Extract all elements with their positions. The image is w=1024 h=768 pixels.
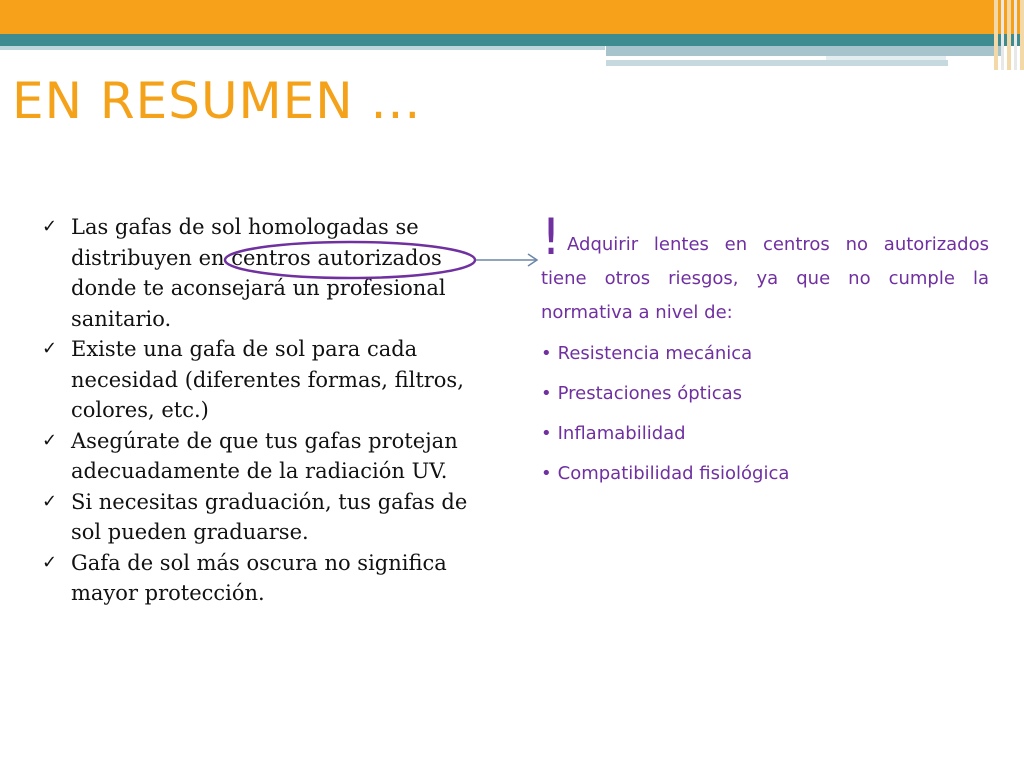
header-bar-light-4 (826, 56, 946, 60)
list-item (42, 548, 482, 609)
list-item-text: Inflamabilidad (557, 423, 686, 444)
header-bar-light-1 (0, 46, 605, 50)
bullet-icon: • (541, 343, 552, 364)
list-item (541, 414, 989, 454)
exclamation-mark: ! (541, 208, 562, 266)
list-item-text: Resistencia mecánica (557, 343, 753, 364)
highlight-oval (222, 240, 478, 280)
check-icon: ✓ (42, 216, 58, 237)
bullet-icon: • (541, 423, 552, 444)
header-bar-orange (0, 0, 1024, 34)
list-item-text: Si necesitas graduación, tus gafas de sol pueden graduarse. (71, 489, 468, 544)
list-item (42, 426, 482, 487)
list-item (42, 487, 482, 548)
check-icon: ✓ (42, 551, 58, 573)
bullet-icon: • (541, 463, 552, 484)
header-bar-light-3 (606, 60, 948, 66)
bullet-icon: • (541, 383, 552, 404)
check-icon: ✓ (42, 338, 58, 359)
edge-stripes (994, 0, 1024, 70)
list-item (541, 334, 989, 374)
list-item-text: Gafa de sol más oscura no significa mayor protección. (71, 550, 447, 605)
list-item (541, 454, 989, 494)
slide-title: EN RESUMEN ... (12, 72, 422, 130)
list-item-text: Asegúrate de que tus gafas protejan adecuadamente de la radiación UV. (71, 428, 458, 483)
list-item-text: Prestaciones ópticas (557, 383, 743, 404)
header-bar-light-2 (606, 46, 1002, 56)
callout-paragraph (541, 208, 989, 330)
list-item (42, 334, 482, 426)
list-item (541, 374, 989, 414)
callout-text: Adquirir lentes en centros no autorizados tiene otros riesgos, ya que no cumple la normativa a nivel de: (541, 234, 989, 323)
callout-block (541, 208, 989, 494)
check-icon: ✓ (42, 490, 58, 512)
list-item-text: Compatibilidad fisiológica (557, 463, 790, 484)
arrow-icon (474, 250, 544, 270)
check-icon: ✓ (42, 429, 58, 451)
list-item-text: Las gafas de sol homologadas se distribuyen en centros autorizados donde te aconsejará un profesional sanitario. (71, 215, 446, 331)
requirements-list (541, 334, 989, 494)
list-item-text: Existe una gafa de sol para cada necesidad (diferentes formas, filtros, colores, etc.) (71, 337, 464, 422)
header-bar-teal (0, 34, 1024, 46)
